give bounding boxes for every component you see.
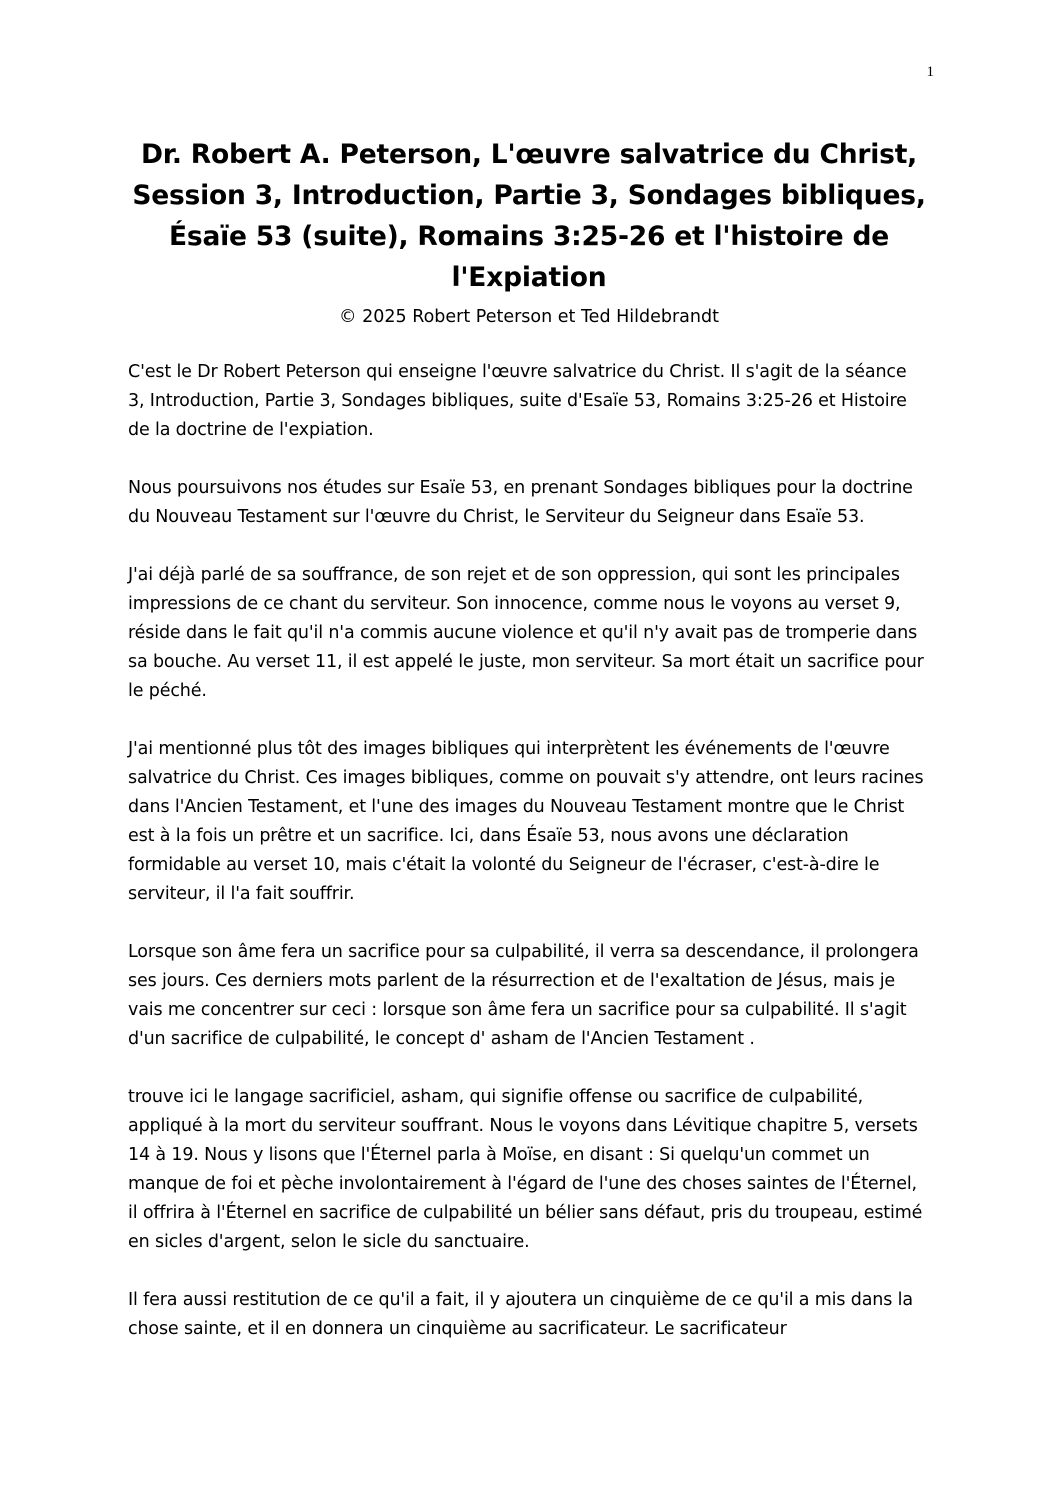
paragraph: J'ai déjà parlé de sa souffrance, de son rejet et de son oppression, qui sont les principales impressions de ce chant du serviteur. Son innocence, comme nous le voyons au verset 9, réside dans le fait qu'il n'a commis aucune violence et qu'il n'y avait pas de tromperie dans sa bouche. Au verset 11, il est appelé le juste, mon serviteur. Sa mort était un sacrifice pour le péché. bbox=[128, 565, 924, 701]
document-title: Dr. Robert A. Peterson, L'œuvre salvatrice du Christ, Session 3, Introduction, Partie 3, Sondages bibliques, Ésaïe 53 (suite), Romains 3:25-26 et l'histoire de l'Expiation bbox=[132, 139, 926, 293]
paragraph: J'ai mentionné plus tôt des images bibliques qui interprètent les événements de l'œuvre salvatrice du Christ. Ces images bibliques, comme on pouvait s'y attendre, ont leurs racines dans l'Ancien Testament, et l'une des images du Nouveau Testament montre que le Christ est à la fois un prêtre et un sacrifice. Ici, dans Ésaïe 53, nous avons une déclaration formidable au verset 10, mais c'était la volonté du Seigneur de l'écraser, c'est-à-dire le serviteur, il l'a fait souffrir. bbox=[128, 739, 924, 904]
paragraph: trouve ici le langage sacrificiel, asham, qui signifie offense ou sacrifice de culpabilité, appliqué à la mort du serviteur souffrant. Nous le voyons dans Lévitique chapitre 5, versets 14 à 19. Nous y lisons que l'Éternel parla à Moïse, en disant : Si quelqu'un commet un manque de foi et pèche involontairement à l'égard de l'une des choses saintes de l'Éternel, il offrira à l'Éternel en sacrifice de culpabilité un bélier sans défaut, pris du troupeau, estimé en sicles d'argent, selon le sicle du sanctuaire. bbox=[128, 1087, 923, 1252]
copyright-line: © 2025 Robert Peterson et Ted Hildebrandt bbox=[339, 307, 719, 327]
page-number: 1 bbox=[926, 64, 934, 80]
document-body bbox=[128, 358, 928, 1373]
paragraph: Lorsque son âme fera un sacrifice pour sa culpabilité, il verra sa descendance, il prolongera ses jours. Ces derniers mots parlent de la résurrection et de l'exaltation de Jésus, mais je vais me concentrer sur ceci : lorsque son âme fera un sacrifice pour sa culpabilité. Il s'agit d'un sacrifice de culpabilité, le concept d' asham de l'Ancien Testament . bbox=[128, 942, 919, 1049]
paragraph: Il fera aussi restitution de ce qu'il a fait, il y ajoutera un cinquième de ce qu'il a mis dans la chose sainte, et il en donnera un cinquième au sacrificateur. Le sacrificateur bbox=[128, 1290, 913, 1339]
paragraph: Nous poursuivons nos études sur Esaïe 53, en prenant Sondages bibliques pour la doctrine du Nouveau Testament sur l'œuvre du Christ, le Serviteur du Seigneur dans Esaïe 53. bbox=[128, 478, 913, 527]
paragraph: C'est le Dr Robert Peterson qui enseigne l'œuvre salvatrice du Christ. Il s'agit de la séance 3, Introduction, Partie 3, Sondages bibliques, suite d'Esaïe 53, Romains 3:25-26 et Histoire de la doctrine de l'expiation. bbox=[128, 362, 907, 440]
